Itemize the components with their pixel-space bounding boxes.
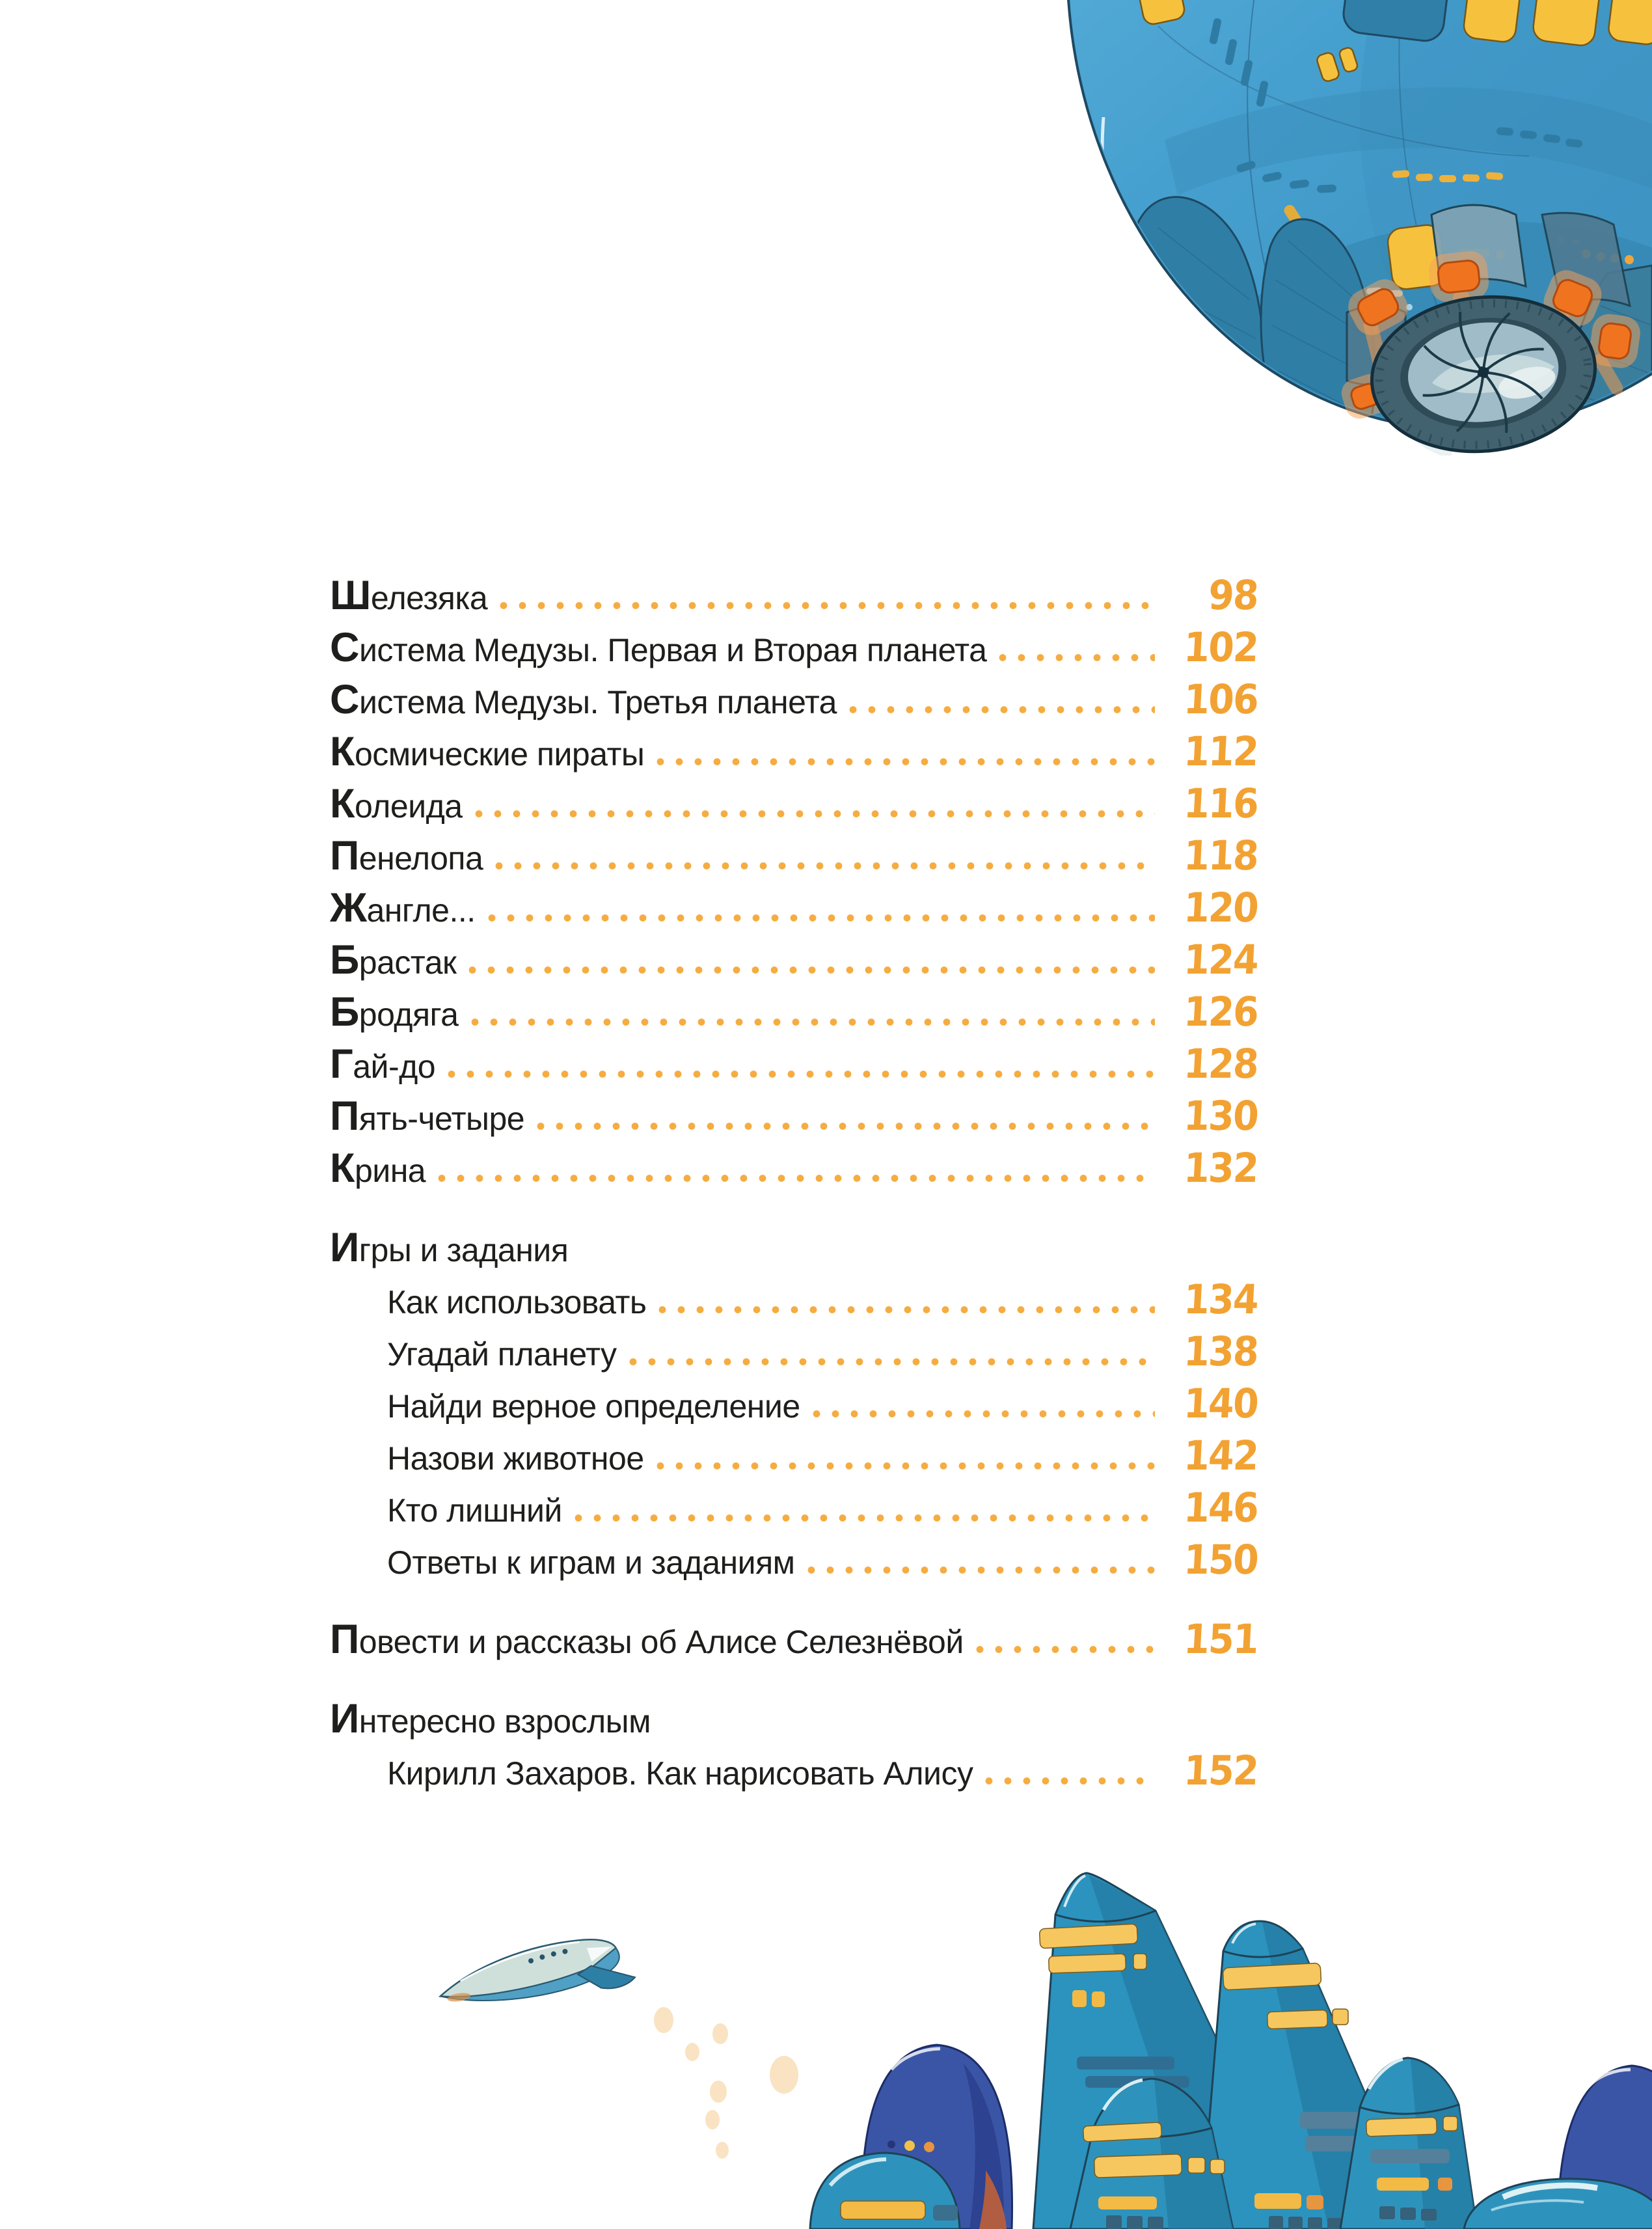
dot-leader bbox=[536, 1123, 1155, 1130]
toc-entry-title: Кто лишний bbox=[387, 1492, 562, 1529]
toc-row bbox=[330, 1695, 1258, 1747]
dot-leader bbox=[470, 1019, 1156, 1026]
dot-leader bbox=[574, 1514, 1155, 1522]
toc-page-number: 130 bbox=[1182, 1092, 1259, 1140]
toc-page-number: 151 bbox=[1182, 1615, 1259, 1663]
exhaust-dots-icon bbox=[654, 2007, 798, 2159]
toc-entry-title: Найди верное определение bbox=[387, 1388, 800, 1425]
toc-row bbox=[330, 676, 1258, 728]
dot-leader bbox=[975, 1646, 1155, 1653]
toc-row bbox=[330, 1144, 1258, 1196]
toc-entry-title: Космические пираты bbox=[330, 729, 645, 774]
toc-row bbox=[330, 1276, 1258, 1328]
toc-page-number: 140 bbox=[1182, 1380, 1259, 1427]
dot-leader bbox=[468, 966, 1155, 974]
dot-leader bbox=[494, 862, 1155, 869]
dot-leader bbox=[474, 810, 1155, 817]
toc-page-number: 116 bbox=[1182, 780, 1259, 827]
dot-leader bbox=[629, 1358, 1155, 1365]
toc-row bbox=[330, 728, 1258, 780]
teal-dome-icon bbox=[1464, 2179, 1652, 2229]
toc-entry-title: Пять-четыре bbox=[330, 1093, 525, 1139]
toc-entry-title: Угадай планету bbox=[387, 1336, 617, 1373]
toc-page-number: 150 bbox=[1182, 1536, 1259, 1583]
toc-page-number: 102 bbox=[1182, 623, 1259, 671]
toc-row bbox=[330, 832, 1258, 884]
toc-entry-title: Система Медузы. Первая и Вторая планета bbox=[330, 625, 987, 670]
toc-page-number: 146 bbox=[1182, 1484, 1259, 1531]
dot-leader bbox=[658, 1306, 1155, 1313]
toc-row bbox=[330, 1224, 1258, 1276]
toc-page-number: 106 bbox=[1182, 676, 1259, 723]
dot-leader bbox=[848, 706, 1155, 713]
toc-row bbox=[330, 1536, 1258, 1588]
toc-page-number: 132 bbox=[1182, 1144, 1259, 1192]
toc-page-number: 126 bbox=[1182, 988, 1259, 1035]
toc-entry-title: Пенелопа bbox=[330, 833, 483, 879]
toc-page-number: 118 bbox=[1182, 832, 1259, 879]
toc-row bbox=[330, 988, 1258, 1040]
toc-entry-title: Как использовать bbox=[387, 1284, 647, 1320]
toc-row bbox=[330, 1747, 1258, 1799]
toc-entry-title: Шелезяка bbox=[330, 573, 488, 618]
dot-leader bbox=[487, 914, 1155, 922]
toc-row bbox=[330, 1040, 1258, 1092]
toc-page-number: 134 bbox=[1182, 1276, 1259, 1323]
toc-entry-title: Интересно взрослым bbox=[330, 1696, 651, 1742]
dot-leader bbox=[807, 1566, 1155, 1574]
toc-row bbox=[330, 1328, 1258, 1380]
table-of-contents bbox=[330, 571, 1258, 1799]
toc-entry-title: Кирилл Захаров. Как нарисовать Алису bbox=[387, 1755, 973, 1792]
toc-page-number: 112 bbox=[1182, 728, 1259, 775]
toc-entry-title: Повести и рассказы об Алисе Селезнёвой bbox=[330, 1617, 964, 1662]
spherical-spaceship-icon bbox=[1041, 0, 1652, 456]
toc-entry-title: Брастак bbox=[330, 937, 457, 983]
toc-page-number: 98 bbox=[1207, 571, 1259, 619]
dot-leader bbox=[437, 1175, 1155, 1182]
toc-row bbox=[330, 1432, 1258, 1484]
toc-page-number: 128 bbox=[1182, 1040, 1259, 1087]
toc-page-number: 152 bbox=[1182, 1747, 1259, 1794]
toc-entry-title: Назови животное bbox=[387, 1440, 644, 1477]
dot-leader bbox=[998, 654, 1155, 661]
toc-row bbox=[330, 884, 1258, 936]
toc-entry-title: Колеида bbox=[330, 781, 463, 827]
city-illustration bbox=[358, 1816, 1652, 2229]
toc-row bbox=[330, 571, 1258, 623]
toc-entry-title: Игры и задания bbox=[330, 1225, 569, 1270]
dot-leader bbox=[984, 1777, 1155, 1785]
toc-page-number: 120 bbox=[1182, 884, 1259, 931]
toc-page-number: 124 bbox=[1182, 936, 1259, 983]
dot-leader bbox=[812, 1410, 1155, 1417]
dot-leader bbox=[499, 602, 1155, 609]
dot-leader bbox=[656, 758, 1155, 765]
toc-row bbox=[330, 1615, 1258, 1667]
toc-entry-title: Крина bbox=[330, 1145, 426, 1191]
toc-entry-title: Бродяга bbox=[330, 989, 459, 1035]
toc-entry-title: Ответы к играм и заданиям bbox=[387, 1544, 795, 1581]
shuttle-icon bbox=[435, 1932, 636, 2016]
toc-page-number: 138 bbox=[1182, 1328, 1259, 1375]
dot-leader bbox=[447, 1071, 1155, 1078]
toc-row bbox=[330, 623, 1258, 676]
toc-entry-title: Система Медузы. Третья планета bbox=[330, 677, 837, 722]
toc-row bbox=[330, 1484, 1258, 1536]
toc-row bbox=[330, 1092, 1258, 1144]
toc-entry-title: Жангле... bbox=[330, 885, 476, 931]
toc-row bbox=[330, 1380, 1258, 1432]
toc-row bbox=[330, 780, 1258, 832]
spaceship-illustration bbox=[1041, 0, 1652, 456]
toc-row bbox=[330, 936, 1258, 988]
futuristic-city-icon bbox=[358, 1816, 1652, 2229]
dot-leader bbox=[656, 1462, 1155, 1470]
toc-page-number: 142 bbox=[1182, 1432, 1259, 1479]
toc-entry-title: Гай-до bbox=[330, 1041, 436, 1087]
